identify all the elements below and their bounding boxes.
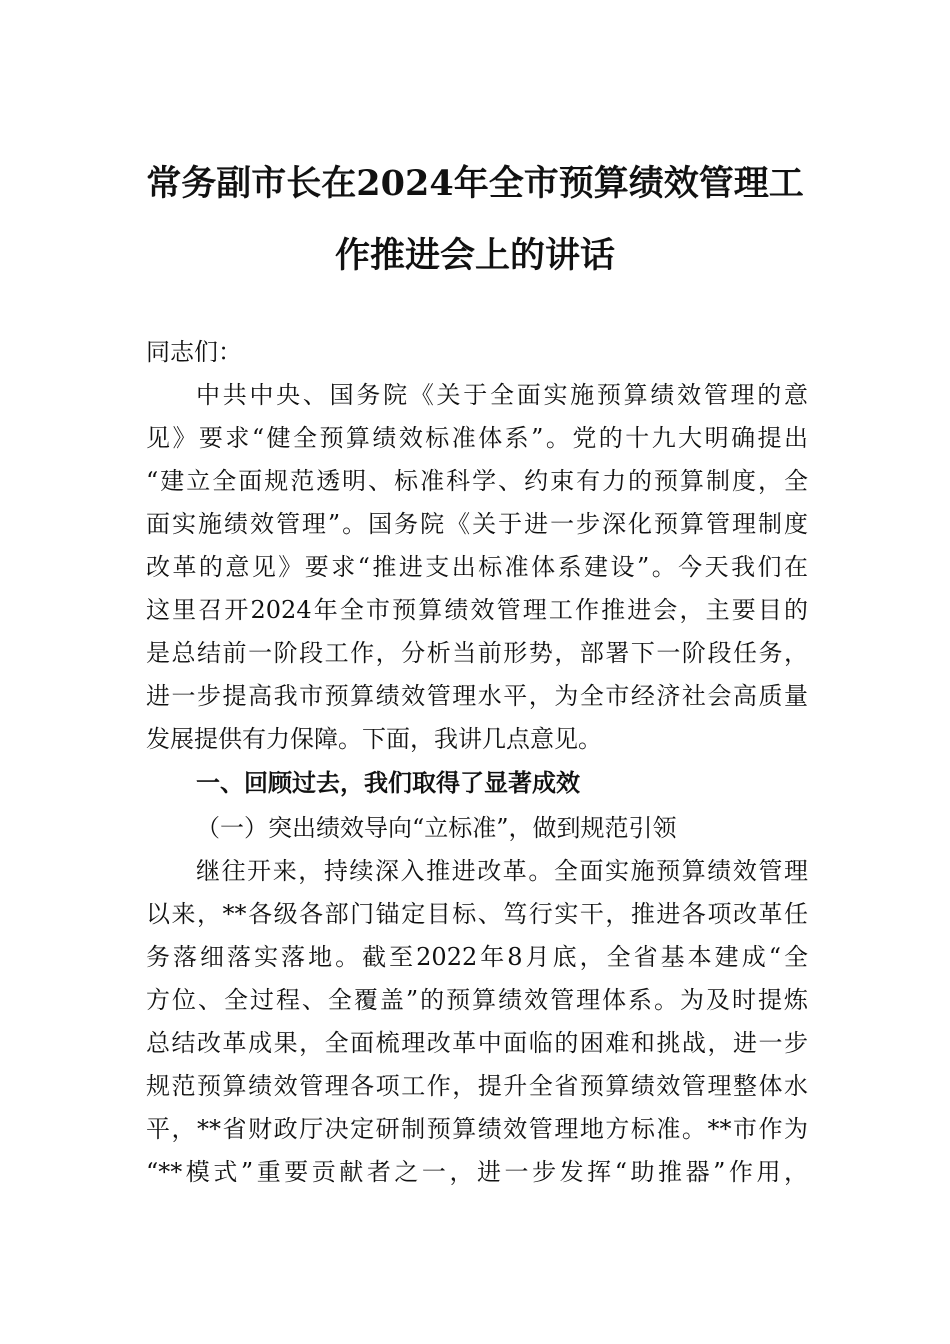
document-title-line-2: 作推进会上的讲话 [334, 235, 615, 276]
paragraph-line: 这里召开2024年全市预算绩效管理工作推进会，主要目的 [146, 596, 808, 624]
paragraph-line: 见》要求“健全预算绩效标准体系”。党的十九大明确提出 [146, 424, 808, 452]
paragraph-line: 以来，**各级各部门锚定目标、笃行实干，推进各项改革任 [146, 900, 808, 928]
paragraph-line: 面实施绩效管理”。国务院《关于进一步深化预算管理制度 [146, 510, 808, 538]
document-title-line-1: 常务副市长在2024年全市预算绩效管理工 [146, 163, 804, 204]
paragraph-line: 规范预算绩效管理各项工作，提升全省预算绩效管理整体水 [146, 1072, 808, 1100]
salutation: 同志们： [146, 338, 242, 366]
paragraph-line: 发展提供有力保障。下面，我讲几点意见。 [146, 725, 602, 753]
paragraph-line: 总结改革成果，全面梳理改革中面临的困难和挑战，进一步 [146, 1029, 808, 1057]
section-heading-1: 一、回顾过去，我们取得了显著成效 [196, 769, 580, 797]
paragraph-line: 中共中央、国务院《关于全面实施预算绩效管理的意 [196, 381, 808, 409]
subsection-heading-1: （一）突出绩效导向“立标准”，做到规范引领 [196, 814, 677, 842]
paragraph-line: 进一步提高我市预算绩效管理水平，为全市经济社会高质量 [146, 682, 808, 710]
paragraph-line: 方位、全过程、全覆盖”的预算绩效管理体系。为及时提炼 [146, 986, 808, 1014]
paragraph-line: 是总结前一阶段工作，分析当前形势，部署下一阶段任务， [146, 639, 808, 667]
paragraph-line: “**模式”重要贡献者之一，进一步发挥“助推器”作用， [146, 1158, 808, 1186]
paragraph-line: 继往开来，持续深入推进改革。全面实施预算绩效管理 [196, 857, 808, 885]
paragraph-line: 改革的意见》要求“推进支出标准体系建设”。今天我们在 [146, 553, 808, 581]
paragraph-line: 平，**省财政厅决定研制预算绩效管理地方标准。**市作为 [146, 1115, 808, 1143]
paragraph-line: 务落细落实落地。截至2022年8月底，全省基本建成“全 [146, 943, 808, 971]
paragraph-line: “建立全面规范透明、标准科学、约束有力的预算制度，全 [146, 467, 808, 495]
